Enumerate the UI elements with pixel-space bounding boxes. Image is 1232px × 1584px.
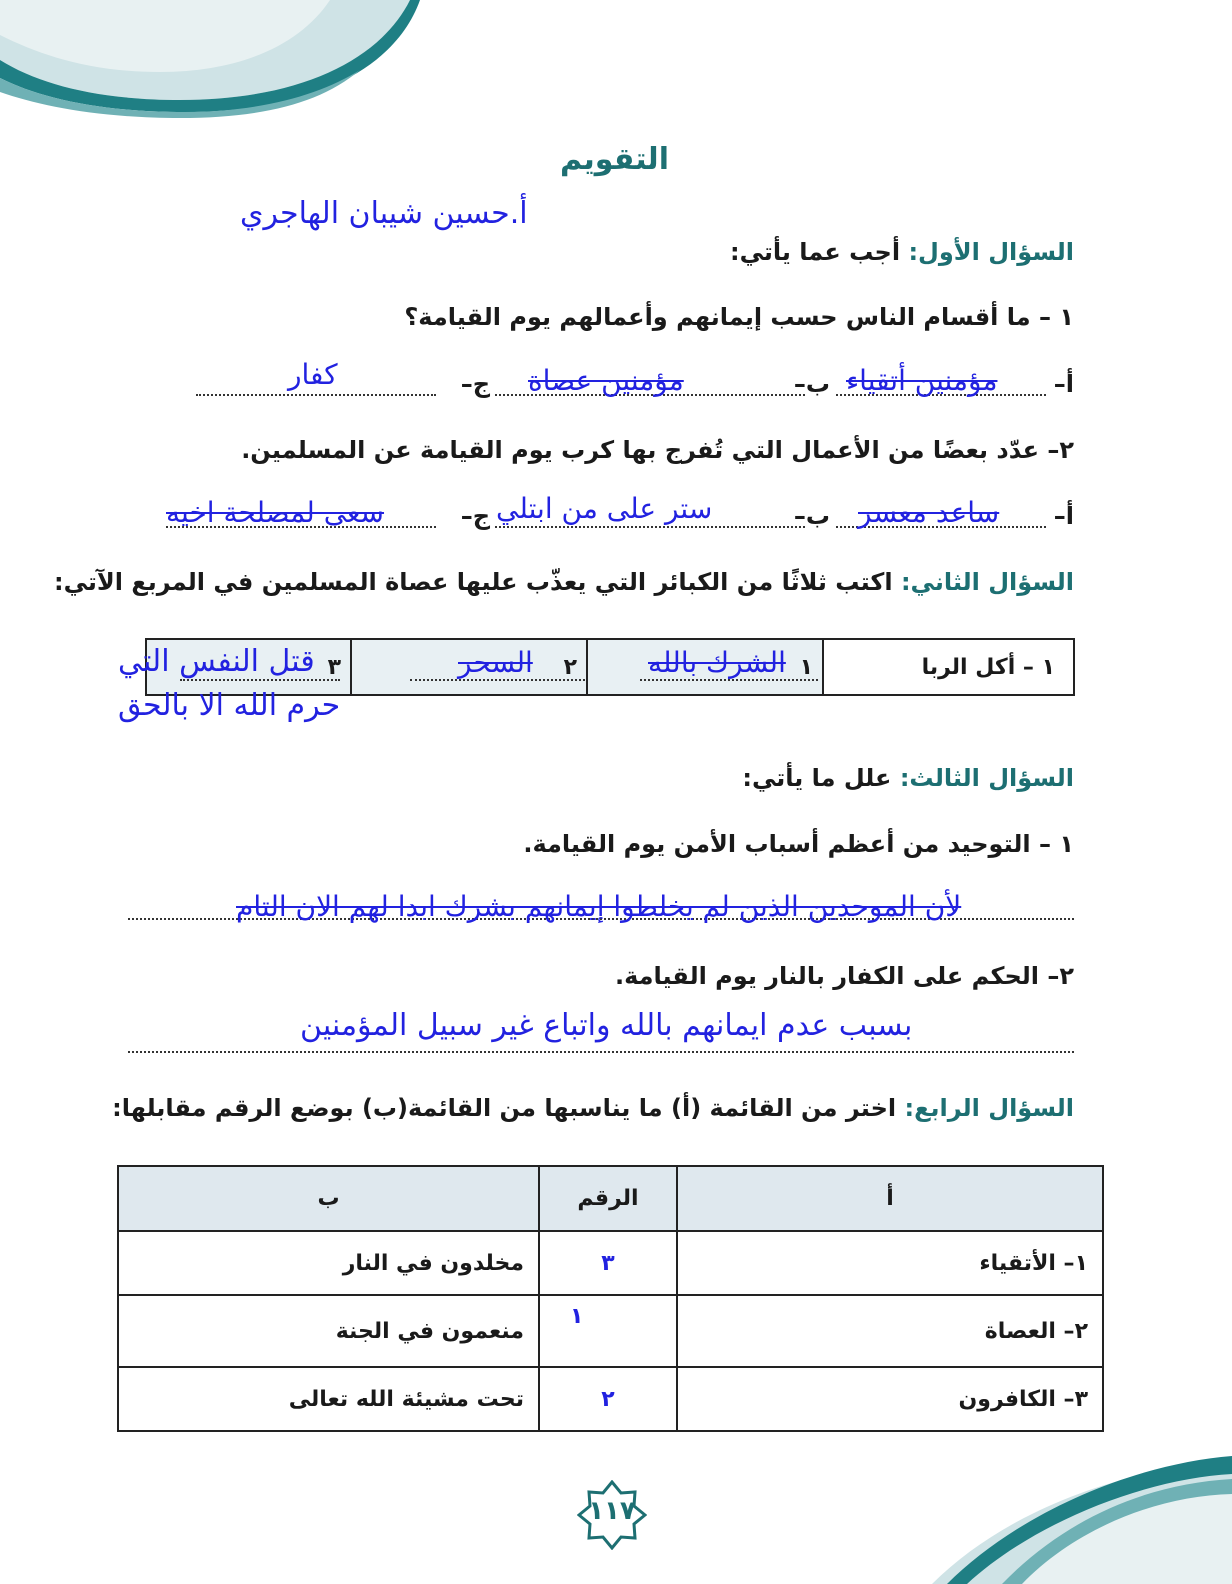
q3-answer-1: لأن الموحدين الذين لم يخلطوا إيمانهم بشرك ابدا لهم الان التام bbox=[236, 890, 962, 923]
q1-1-answer-a: مؤمنين أتقياء bbox=[846, 364, 998, 397]
question-3-header bbox=[742, 764, 1074, 792]
question-1-header bbox=[730, 238, 1074, 266]
question-4-label: السؤال الرابع: bbox=[904, 1094, 1074, 1122]
q1-item-2: ٢– عدّد بعضًا من الأعمال التي تُفرج بها كرب يوم القيامة عن المسلمين. bbox=[241, 436, 1074, 464]
sins-line-2 bbox=[410, 679, 585, 681]
sins-cell-1: ١ – أكل الربا bbox=[823, 639, 1074, 695]
matching-a-cell: ٢– العصاة bbox=[677, 1295, 1103, 1367]
question-2-label: السؤال الثاني: bbox=[900, 568, 1074, 596]
q3-answer-line-2 bbox=[128, 1051, 1074, 1053]
page-number: ١١٧ bbox=[588, 1496, 636, 1526]
table-row bbox=[118, 1295, 1103, 1367]
matching-table bbox=[117, 1165, 1104, 1432]
q1-1-answer-b: مؤمنين عصاة bbox=[528, 364, 684, 397]
question-1-prompt: أجب عما يأتي: bbox=[730, 238, 901, 266]
table-row bbox=[118, 1367, 1103, 1431]
matching-header-number: الرقم bbox=[539, 1166, 677, 1231]
q3-answer-2: بسبب عدم ايمانهم بالله واتباع غير سبيل المؤمنين bbox=[300, 1008, 913, 1043]
matching-number-cell: ٢ bbox=[539, 1367, 677, 1431]
sins-cell-2-number: ١ bbox=[799, 654, 813, 680]
q1-2-answer-c: سعى لمصلحة اخيه bbox=[166, 496, 385, 529]
question-4-prompt: اختر من القائمة (أ) ما يناسبها من القائمة(ب) بوضع الرقم مقابلها: bbox=[112, 1094, 897, 1122]
matching-a-cell: ٣– الكافرون bbox=[677, 1367, 1103, 1431]
q3-item-1: ١ – التوحيد من أعظم أسباب الأمن يوم القيامة. bbox=[523, 830, 1074, 858]
page-title: التقويم bbox=[560, 142, 669, 177]
question-1-label: السؤال الأول: bbox=[908, 238, 1074, 266]
q1-2-marker-b: ب– bbox=[793, 502, 830, 530]
sins-answer-2: السحر bbox=[458, 646, 533, 679]
question-3-prompt: علل ما يأتي: bbox=[742, 764, 892, 792]
q1-1-marker-a: أ– bbox=[1053, 370, 1074, 398]
q3-item-2: ٢– الحكم على الكفار بالنار يوم القيامة. bbox=[614, 962, 1074, 990]
matching-number-cell: ٣ bbox=[539, 1231, 677, 1295]
matching-b-cell: تحت مشيئة الله تعالى bbox=[118, 1367, 539, 1431]
sins-answer-3-line-1: قتل النفس التي bbox=[118, 644, 315, 679]
corner-decoration-top bbox=[0, 0, 420, 120]
teacher-name: أ.حسين شيبان الهاجري bbox=[240, 196, 528, 231]
table-row bbox=[118, 1231, 1103, 1295]
q1-2-line-b bbox=[495, 526, 805, 528]
q1-2-marker-a: أ– bbox=[1053, 502, 1074, 530]
matching-b-cell: منعمون في الجنة bbox=[118, 1295, 539, 1367]
q1-1-marker-b: ب– bbox=[793, 370, 830, 398]
q1-2-answer-a: ساعد معسر bbox=[858, 496, 1000, 529]
matching-header-b: ب bbox=[118, 1166, 539, 1231]
q1-1-marker-c: ج– bbox=[460, 370, 490, 398]
sins-answer-3-line-2: حرم الله الا بالحق bbox=[118, 688, 341, 723]
matching-a-cell: ١– الأتقياء bbox=[677, 1231, 1103, 1295]
sins-cell-4-number: ٣ bbox=[327, 654, 341, 680]
corner-decoration-bottom bbox=[892, 1434, 1232, 1584]
question-2-prompt: اكتب ثلاثًا من الكبائر التي يعذّب عليها عصاة المسلمين في المربع الآتي: bbox=[54, 568, 893, 596]
q1-1-line-c bbox=[196, 394, 436, 396]
question-2-header bbox=[54, 568, 1074, 596]
sins-cell-3-number: ٢ bbox=[563, 654, 577, 680]
sins-answer-1: الشرك بالله bbox=[648, 646, 786, 679]
matching-b-cell: مخلدون في النار bbox=[118, 1231, 539, 1295]
q1-item-1: ١ – ما أقسام الناس حسب إيمانهم وأعمالهم يوم القيامة؟ bbox=[404, 303, 1074, 331]
q1-2-marker-c: ج– bbox=[460, 502, 490, 530]
q1-2-answer-b: ستر على من ابتلي bbox=[496, 492, 713, 525]
matching-number-cell: ١ bbox=[539, 1295, 677, 1367]
matching-header-a: أ bbox=[677, 1166, 1103, 1231]
q1-1-answer-c: كفار bbox=[288, 358, 338, 391]
question-3-label: السؤال الثالث: bbox=[899, 764, 1074, 792]
sins-line-1 bbox=[640, 679, 818, 681]
sins-line-3 bbox=[180, 679, 340, 681]
question-4-header bbox=[112, 1094, 1074, 1122]
